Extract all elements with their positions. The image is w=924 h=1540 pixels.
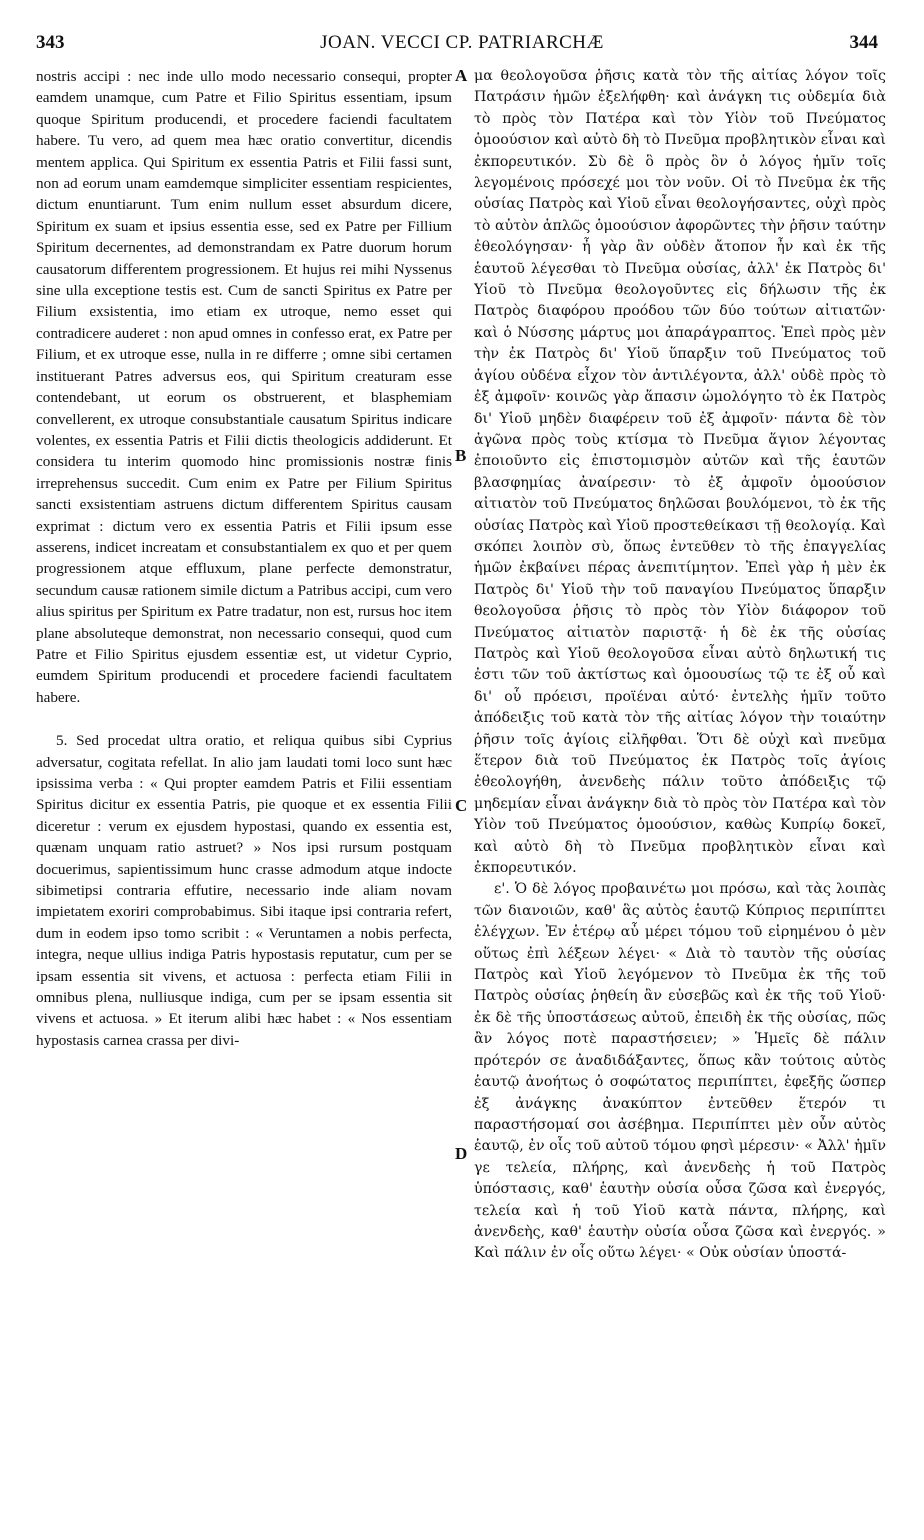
running-header [0,22,924,56]
greek-column [474,66,886,1265]
section-marker: D [455,1144,468,1163]
page-number-right: 344 [849,32,878,53]
running-title: JOAN. VECCI CP. PATRIARCHÆ [320,32,604,53]
latin-column [36,66,452,1051]
latin-paragraph: 5. Sed procedat ultra oratio, et reliqua quibus sibi Cyprius adversatur, cogitata refellat. In alio jam laudati tomi loco sunt hæc ipsissima verba : « Qui propter eamdem Patris et Filii essentiam Spiritus dicitur ex essentia Patris, pie quoque et ex essentia Filii diceretur : verum ex ejusdem hypostasi, quando ex essentia est, quænam unquam ratio astruet? » Nos ipsi rursum postquam docuerimus, sapientissimum hunc crasse admodum atque indocte sibimetipsi contraria effutire, necessario inde aliam novam impietatem exoriri comprobabimus. Sibi itaque ipsi contraria refert, dum in eodem ipso tomo scribit : « Veruntamen a nobis perfecta, integra, neque ullius indiga Patris hypostasis reputatur, cum per se ipsam essentia sit vivens, et actuosa : perfecta etiam Filii in omnibus plena, nulliusque indiga, cum per se ipsam essentia sit vivens et actuosa. » Et iterum alibi hæc habet : « Nos essentiam hypostasis carnea crassa per divi- [36,732,452,1049]
section-marker: C [455,796,468,815]
latin-paragraph: nostris accipi : nec inde ullo modo necessario consequi, propter eamdem unamque, cum Patre et Filio Spiritus essentiam, ipsum quoque Spiritum producendi, et procedere faciendi facultatem habere. Tu vero, ad quem mea hæc oratio convertitur, dicendis mentem applica. Qui Spiritum ex essentia Patris et Filii fassi sunt, non ad eorum unam eamdemque simpliciter essentiam respicientes, dictum enuntiarunt. Tum enim nullum esset absurdum dicere, Spiritum ex suam et ipsius essentia esse, sed ex Patre per Fillium Spiritum decernentes, ad demonstrandam ex Patre duorum horum causatorum differentem progressionem. Et hujus rei mihi Nyssenus sine ulla exceptione testis est. Cum de sancti Spiritus ex Patre per Filium exsistentia, imo etiam ex utroque, nemo esset qui contradicere auderet : non apud omnes in confesso erat, ex Patre per Filium, et ex utroque esse, nulla in re differre ; omne sibi certamen instituerant Patres adversus eos, qui Spiritum creaturam esse contendebant, ut eorum os obstruerent, et blasphemiam convellerent, ex utroque consubstantiale causatum Spiritus indicare volentes, ex essentia Patris et Filii dictis theologicis addiderunt. Et considera tu interim quomodo hinc promissionis nostræ finis irreprehensus succedit. Cum enim ex Patre per Filium Spiritus sancti exsistentiam astruens dictum differentem Spiritus causam exprimat : dictum vero ex essentia Patris et Filii ipsum esse asserens, indicet increatam et consubstantialem ex quo et per quem progressionem atque effluxum, plane perfecte demonstratur, secundum causæ rationem simile dictum a Patribus accipi, cum vero alius spiritus per Spiritum ex Patre tradatur, non est, rursus hoc item plane absoluteque demonstrat, non necessario consequi, quod cum Patre et Filio Spiritus ejusdem essentiæ est, ut videtur Cyprio, eumdem Spiritum producendi et procedere faciendi facultatem habere. [36,68,452,706]
greek-paragraph: ε'. Ὁ δὲ λόγος προβαινέτω μοι πρόσω, καὶ τὰς λοιπὰς τῶν διανοιῶν, καθ' ἃς αὐτὸς ἑαυτῷ Κύπριος περιπίπτει ἐλέγχων. Ἐν ἑτέρῳ αὖ μέρει τόμου τοῦ εἰρημένου ὁ μὲν οὕτως ἐπὶ λέξεων λέγει· « Διὰ τὸ ταυτὸν τῆς οὐσίας Πατρὸς καὶ Υἱοῦ λεγόμενον τὸ Πνεῦμα ἐκ τῆς τοῦ Πατρὸς οὐσίας ῥηθείη ἂν εὐσεβῶς καὶ ἐκ τῆς τοῦ Υἱοῦ· ἐκ δὲ τῆς ὑποστάσεως αὐτοῦ, ἐπειδὴ ἐκ τῆς οὐσίας, πῶς ἂν λόγος ποτὲ παραστήσειεν; » Ἡμεῖς δὲ πάλιν πρότερόν σε ἀναδιδάξαντες, ὅπως κἂν τούτοις αὐτὸς ἑαυτῷ ἀνοήτως ὁ σοφώτατος περιπίπτει, ἐφεξῆς ὥσπερ ἐξ ἀνάγκης ἀνακύπτον ἐντεῦθεν ἕτερόν τι παραστήσομαί σοι ἀσέβημα. Περιπίπτει μὲν οὖν αὐτὸς ἑαυτῷ, ἐν οἷς τοῦ αὐτοῦ τόμου φησὶ μέρεσιν· « Ἀλλ' ἡμῖν γε τελεία, πλήρης, καὶ ἀνενδεὴς ἡ τοῦ Πατρὸς ὑπόστασις, καθ' ἑαυτὴν οὐσία οὖσα ζῶσα καὶ ἐνεργός, τελεία καὶ ἡ τοῦ Υἱοῦ κατὰ πάντα, πλήρης, καὶ ἀνενδεὴς, καθ' ἑαυτὴν οὐσία οὖσα ζῶσα καὶ ἐνεργός. » Καὶ πάλιν ἐν οἷς οὕτω λέγει· « Οὐκ οὐσίαν ὑποστά- [474,881,886,1262]
section-marker: A [455,66,468,85]
greek-paragraph: μα θεολογοῦσα ῥῆσις κατὰ τὸν τῆς αἰτίας λόγον τοῖς Πατράσιν ἡμῶν ἐξελήφθη· καὶ ἀνάγκη τις οὐδεμία διὰ τὸ πρὸς τὸν Πατέρα καὶ τὸν Υἱὸν τοῦ Πνεύματος ὁμοούσιον καὶ αὐτὸ δὴ τὸ Πνεῦμα προβλητικὸν εἶναι καὶ ἐκπορευτικόν. Σὺ δὲ ὃ πρὸς ὃν ὁ λόγος ἡμῖν τοῖς λεγομένοις πρόσεχέ μοι τὸν νοῦν. Οἱ τὸ Πνεῦμα ἐκ τῆς οὐσίας Πατρὸς καὶ Υἱοῦ εἶναι θεολογήσαντες, οὐχὶ πρὸς τὸ αὐτὸν ἁπλῶς ὁμοούσιον ἀφορῶντες τὴν ῥῆσιν ταύτην ἐθεολόγησαν· ἦ γὰρ ἂν οὐδὲν ἄτοπον ἦν καὶ ἐκ τῆς ἑαυτοῦ λέγεσθαι τὸ Πνεῦμα οὐσίας, ἀλλ' ἐκ Πατρὸς δι' Υἱοῦ τὸ Πνεῦμα θεολογοῦντες εἰς δήλωσιν τῆς ἐκ Πατρὸς διαφόρου προόδου τῶν δύο τούτων αἰτιατῶν· καὶ ὁ Νύσσης μάρτυς μοι ἀπαράγραπτος. Ἐπεὶ πρὸς μὲν τὴν ἐκ Πατρὸς δι' Υἱοῦ ὕπαρξιν τοῦ Πνεύματος τοῦ ἁγίου οὐδένα εἶχον τὸν ἀντιλέγοντα, ἀλλ' οὐδὲ πρὸς τὸ ἐξ ἀμφοῖν· κοινῶς γὰρ ἅπασιν ὡμολόγητο τὸ ἐκ Πατρὸς δι' Υἱοῦ μηδὲν διαφέρειν τοῦ ἐξ ἀμφοῖν· πάντα δὲ τὸν ἀγῶνα πρὸς τοὺς κτίσμα τὸ Πνεῦμα ἅγιον λέγοντας ἐποιοῦντο εἰς ἐπιστομισμὸν αὐτῶν καὶ τῆς ἑαυτῶν βλασφημίας ἀναίρεσιν· τὸ ἐξ ἀμφοῖν ὁμοούσιον αἰτιατὸν τοῦ Πνεύματος δηλῶσαι βουλόμενοι, τὸ ἐκ τῆς οὐσίας Πατρὸς καὶ Υἱοῦ προστεθείκασι τῇ θεολογίᾳ. Καὶ σκόπει λοιπὸν σὺ, ὅπως ἐντεῦθεν τὸ τῆς ἐπαγγελίας ἡμῶν ἐκβαίνει πέρας ἀνεπιτίμητον. Ἐπεὶ γὰρ ἡ μὲν ἐκ Πατρὸς δι' Υἱοῦ τὴν τοῦ παναγίου Πνεύματος ὕπαρξιν θεολογοῦσα ῥῆσις τὸ πρὸς τὸν Υἱὸν διάφορον τοῦ Πνεύματος αἰτιατὸν παριστᾷ· ἡ δὲ ἐκ τῆς οὐσίας Πατρὸς καὶ Υἱοῦ θεολογοῦσα εἶναι αὐτὸ δηλωτική τις ἐστι τῶν τοῦ ἀκτίστως καὶ ὁμοουσίως τῷ τε ἐξ οὗ καὶ δι' οὗ πρόεισι, προϊέναι αὐτό· ἐντελὴς ἡμῖν τοῦτο ἀπόδειξις τοῦ κατὰ τὸν τῆς αἰτίας λόγον τὴν τοιαύτην ῥῆσιν τοῖς ἁγίοις εἰλῆφθαι. Ὅτι δὲ οὐχὶ καὶ πνεῦμα ἕτερον διὰ τοῦ Πνεύματος ἐκ Πατρὸς τοῖς ἁγίοις ἐθεολογήθη, ἀνενδεὴς πάλιν τοῦτο ἀπόδειξις τῷ μηδεμίαν εἶναι ἀνάγκην διὰ τὸ πρὸς τὸν Πατέρα καὶ τὸν Υἱὸν τοῦ Πνεύματος ὁμοούσιον, καθὼς Κυπρίῳ δοκεῖ, καὶ αὐτὸ δὴ τὸ Πνεῦμα προβλητικὸν εἶναι καὶ ἐκπορευτικόν. [474,68,886,877]
page-number-left: 343 [36,32,65,53]
section-marker: B [455,446,467,465]
